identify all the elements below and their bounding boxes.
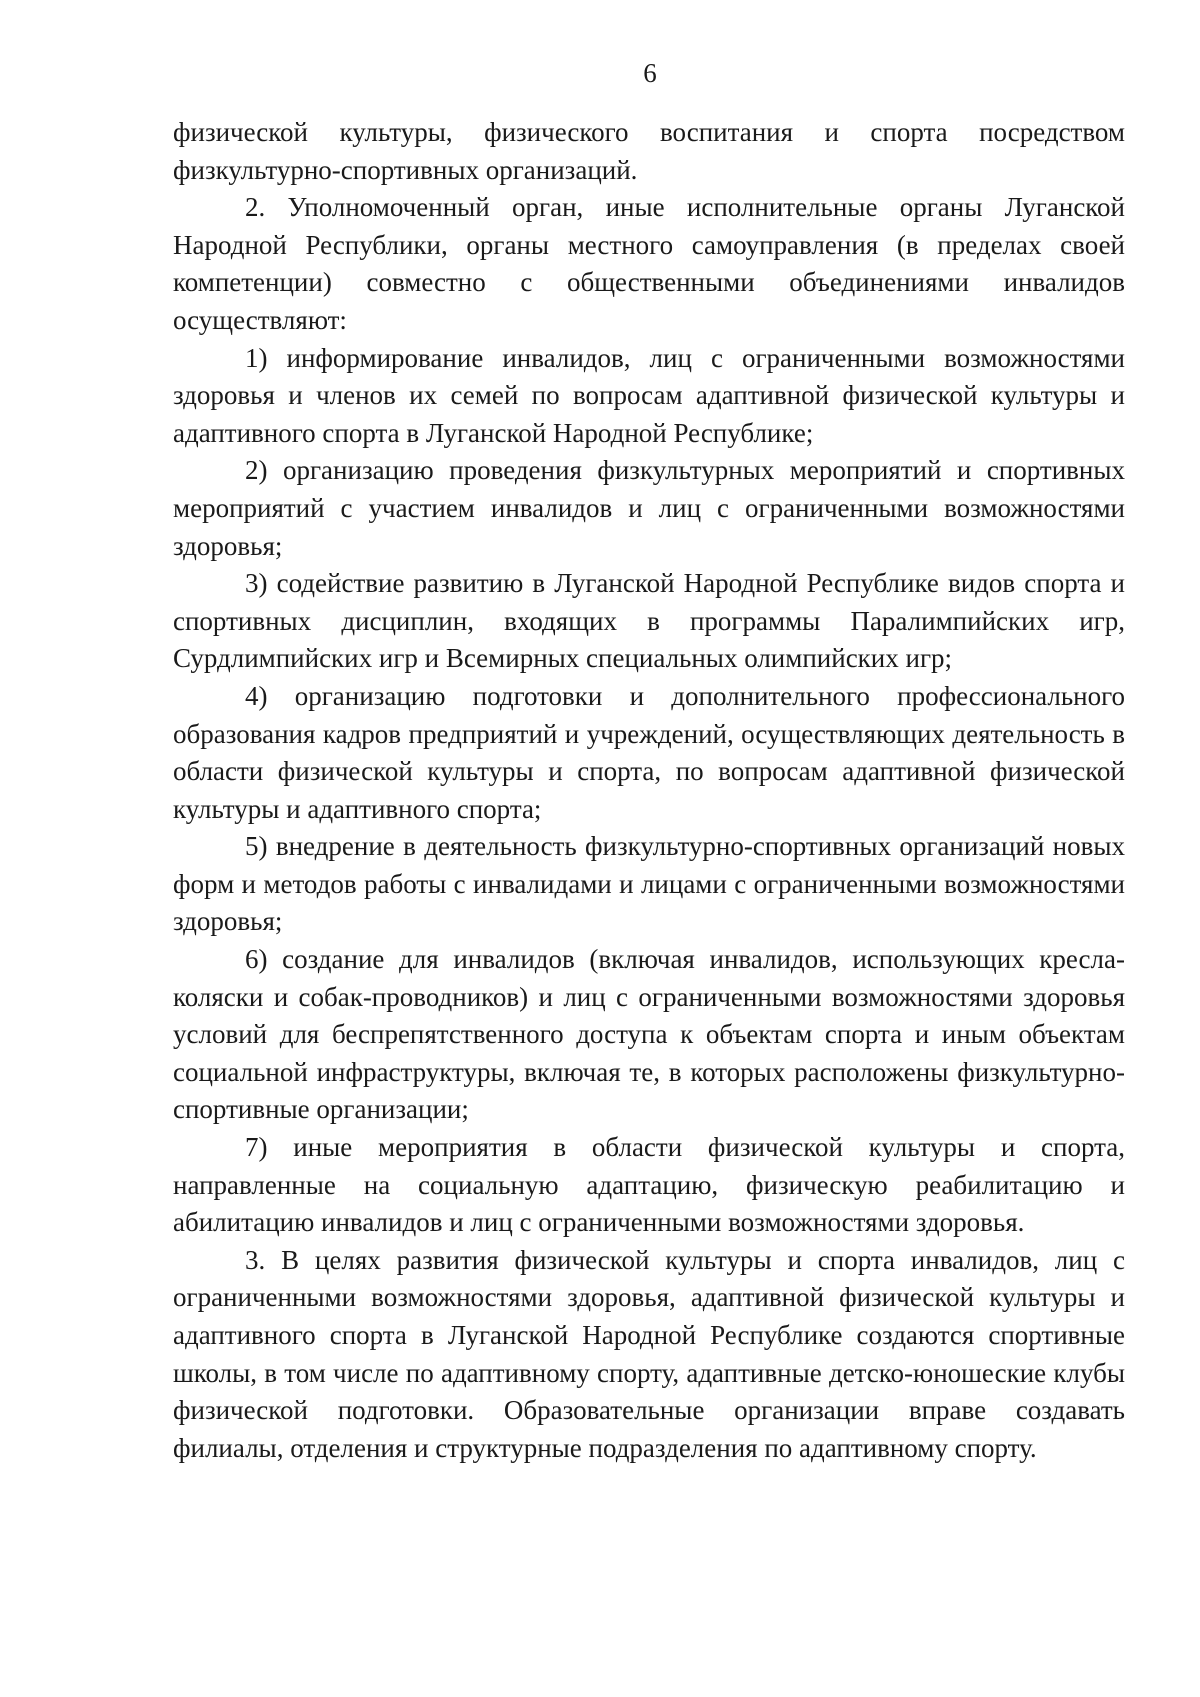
document-body <box>173 114 1125 1467</box>
list-item-4: 4) организацию подготовки и дополнительного профессионального образования кадров предприятий и учреждений, осуществляющих деятельность в области физической культуры и спорта, по вопросам адаптивной физической культуры и адаптивного спорта; <box>173 680 1125 824</box>
list-item-2: 2) организацию проведения физкультурных мероприятий и спортивных мероприятий с участием инвалидов и лиц с ограниченными возможностями здоровья; <box>173 455 1125 561</box>
list-item-1: 1) информирование инвалидов, лиц с ограниченными возможностями здоровья и членов их семей по вопросам адаптивной физической культуры и адаптивного спорта в Луганской Народной Республике; <box>173 342 1125 448</box>
list-item-7: 7) иные мероприятия в области физической культуры и спорта, направленные на социальную адаптацию, физическую реабилитацию и абилитацию инвалидов и лиц с ограниченными возможностями здоровья. <box>173 1132 1125 1238</box>
list-item-5: 5) внедрение в деятельность физкультурно-спортивных организаций новых форм и методов работы с инвалидами и лицами с ограниченными возможностями здоровья; <box>173 831 1125 937</box>
paragraph-clause-3: 3. В целях развития физической культуры и спорта инвалидов, лиц с ограниченными возможностями здоровья, адаптивной физической культуры и адаптивного спорта в Луганской Народной Республике создаются спортивные школы, в том числе по адаптивному спорту, адаптивные детско-юношеские клубы физической подготовки. Образовательные организации вправе создавать филиалы, отделения и структурные подразделения по адаптивному спорту. <box>173 1244 1125 1463</box>
page-number: 6 <box>643 58 657 88</box>
paragraph-clause-2: 2. Уполномоченный орган, иные исполнительные органы Луганской Народной Республики, органы местного самоуправления (в пределах своей компетенции) совместно с общественными объединениями инвалидов осуществляют: <box>173 192 1125 335</box>
list-item-3: 3) содействие развитию в Луганской Народной Республике видов спорта и спортивных дисциплин, входящих в программы Паралимпийских игр, Сурдлимпийских игр и Всемирных специальных олимпийских игр; <box>173 568 1125 674</box>
list-item-6: 6) создание для инвалидов (включая инвалидов, использующих кресла-коляски и собак-проводников) и лиц с ограниченными возможностями здоровья условий для беспрепятственного доступа к объектам спорта и иным объектам социальной инфраструктуры, включая те, в которых расположены физкультурно-спортивные организации; <box>173 944 1125 1125</box>
paragraph-continuation: физической культуры, физического воспитания и спорта посредством физкультурно-спортивных организаций. <box>173 117 1125 185</box>
